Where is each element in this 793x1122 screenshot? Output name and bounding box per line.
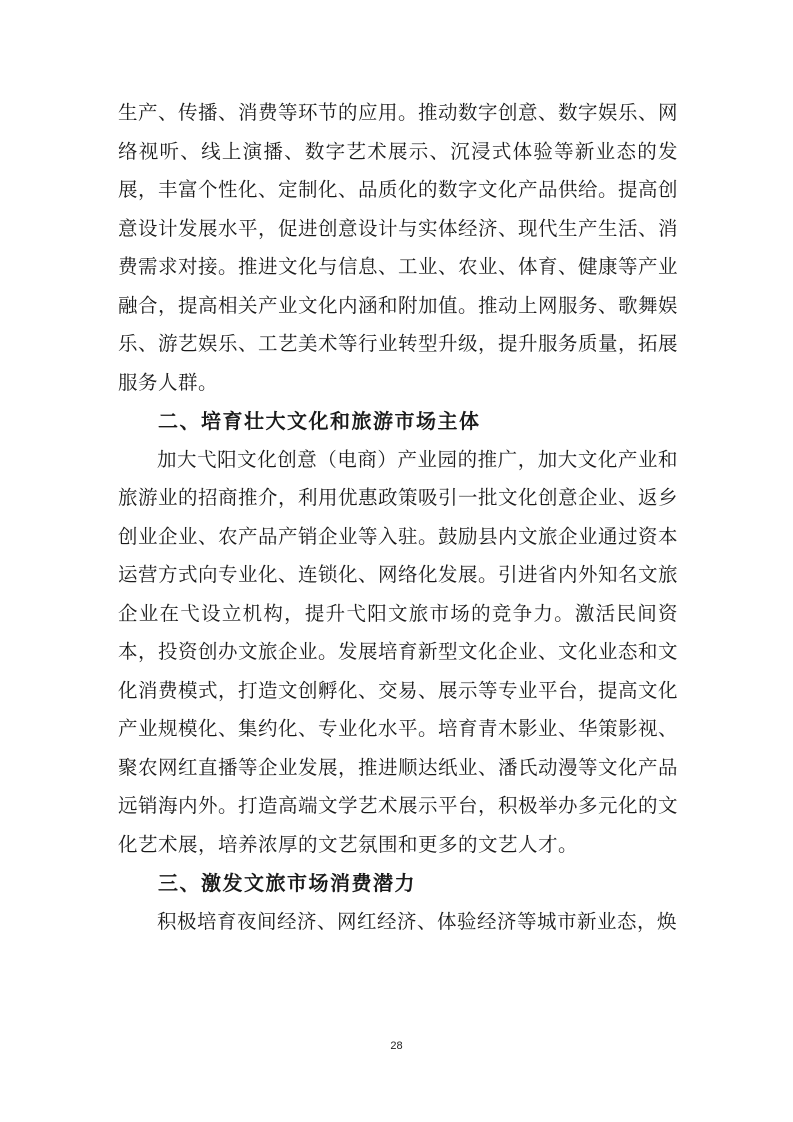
section-heading-3: 三、激发文旅市场消费潜力 [158,871,416,895]
body-paragraph-market-entities: 加大弋阳文化创意（电商）产业园的推广，加大文化产业和旅游业的招商推介，利用优惠政策吸引一批文化创意企业、返乡创业企业、农产品产销企业等入驻。鼓励县内文旅企业通过资本运营方式向专业化、连锁化、网络化发展。引进省内外知名文旅企业在弋设立机构，提升弋阳文旅市场的竞争力。激活民间资本，投资创办文旅企业。发展培育新型文化企业、文化业态和文化消费模式，打造文创孵化、交易、展示等专业平台，提高文化产业规模化、集约化、专业化水平。培育青木影业、华策影视、聚农网红直播等企业发展，推进顺达纸业、潘氏动漫等文化产品远销海内外。打造高端文学艺术展示平台，积极举办多元化的文化艺术展，培养浓厚的文艺氛围和更多的文艺人才。 [118,447,679,856]
page-number: 28 [390,1040,403,1052]
body-paragraph-consumption: 积极培育夜间经济、网红经济、体验经济等城市新业态，焕 [157,909,678,933]
body-paragraph-continuation: 生产、传播、消费等环节的应用。推动数字创意、数字娱乐、网络视听、线上演播、数字艺术展示、沉浸式体验等新业态的发展，丰富个性化、定制化、品质化的数字文化产品供给。提高创意设计发展水平，促进创意设计与实体经济、现代生产生活、消费需求对接。推进文化与信息、工业、农业、体育、健康等产业融合，提高相关产业文化内涵和附加值。推动上网服务、歌舞娱乐、游艺娱乐、工艺美术等行业转型升级，提升服务质量，拓展服务人群。 [118,101,679,394]
document-body [118,94,678,941]
section-heading-2: 二、培育壮大文化和旅游市场主体 [158,409,481,433]
